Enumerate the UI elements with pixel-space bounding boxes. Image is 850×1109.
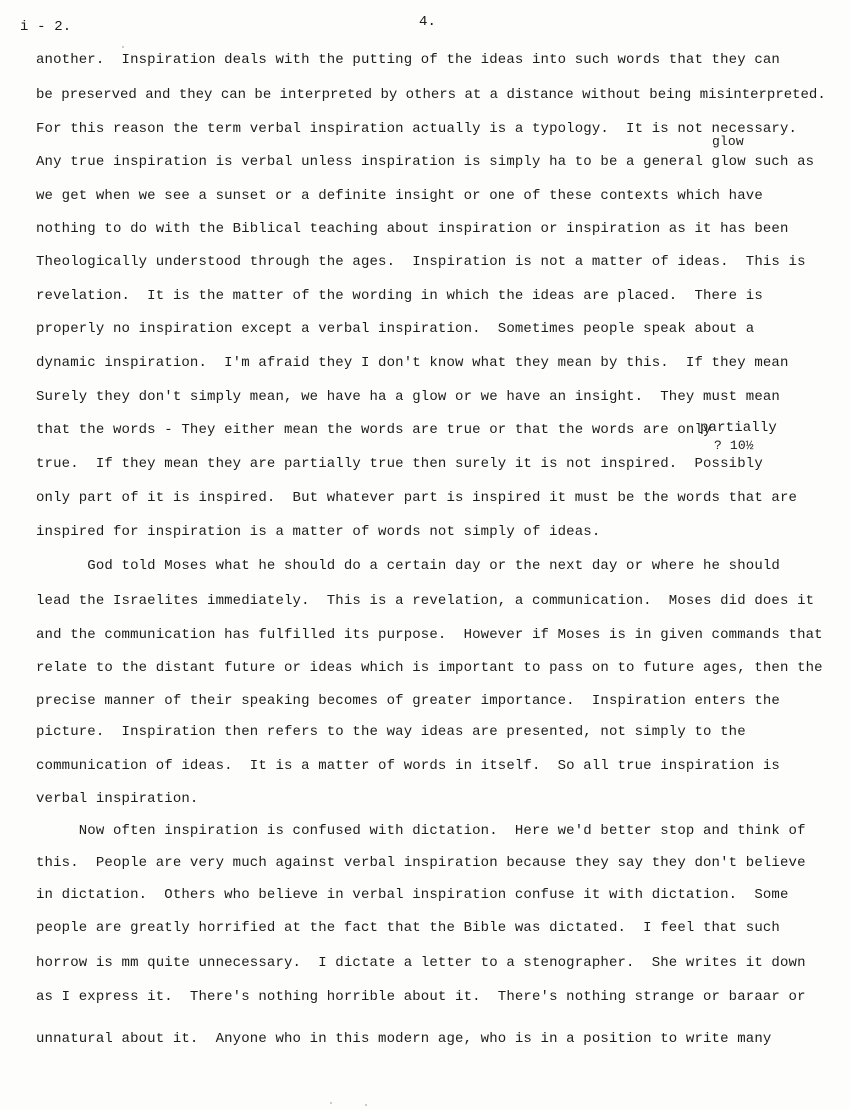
text-line: relate to the distant future or ideas which is important to pass on to future ages, then the	[36, 660, 823, 676]
text-line: revelation. It is the matter of the wording in which the ideas are placed. There is	[36, 288, 763, 304]
text-line: nothing to do with the Biblical teaching about inspiration or inspiration as it has been	[36, 221, 789, 237]
ink-speck	[122, 46, 124, 48]
handwritten-note-ten-half: ? 10½	[714, 438, 754, 453]
text-line: Now often inspiration is confused with dictation. Here we'd better stop and think of	[36, 823, 806, 839]
text-line: God told Moses what he should do a certain day or the next day or where he should	[36, 558, 780, 574]
text-line: only part of it is inspired. But whatever part is inspired it must be the words that are	[36, 490, 798, 506]
text-line: communication of ideas. It is a matter of words in itself. So all true inspiration is	[36, 758, 780, 774]
text-line: we get when we see a sunset or a definite insight or one of these contexts which have	[36, 188, 763, 204]
text-line: Any true inspiration is verbal unless inspiration is simply ha to be a general glow such as	[36, 154, 815, 170]
text-line: true. If they mean they are partially true then surely it is not inspired. Possibly	[36, 456, 763, 472]
section-label: i - 2.	[20, 19, 72, 35]
page-number: 4.	[419, 14, 437, 30]
handwritten-note-glow: glow	[712, 134, 744, 149]
text-line: Surely they don't simply mean, we have ha a glow or we have an insight. They must mean	[36, 389, 780, 405]
text-line: inspired for inspiration is a matter of words not simply of ideas.	[36, 524, 601, 540]
text-line: people are greatly horrified at the fact that the Bible was dictated. I feel that such	[36, 920, 780, 936]
text-line: Theologically understood through the ages. Inspiration is not a matter of ideas. This is	[36, 254, 806, 270]
text-line: lead the Israelites immediately. This is a revelation, a communication. Moses did does it	[36, 593, 815, 609]
text-line: horrow is mm quite unnecessary. I dictate a letter to a stenographer. She writes it down	[36, 955, 806, 971]
text-line: picture. Inspiration then refers to the way ideas are presented, not simply to the	[36, 724, 746, 740]
text-line: be preserved and they can be interpreted by others at a distance without being misinterpreted.	[36, 87, 826, 103]
text-line: unnatural about it. Anyone who in this modern age, who is in a position to write many	[36, 1031, 772, 1047]
text-line: another. Inspiration deals with the putting of the ideas into such words that they can	[36, 52, 780, 68]
ink-speck	[365, 1104, 367, 1106]
ink-speck	[330, 1102, 332, 1104]
text-line: and the communication has fulfilled its purpose. However if Moses is in given commands that	[36, 627, 823, 643]
text-line: precise manner of their speaking becomes of greater importance. Inspiration enters the	[36, 693, 780, 709]
text-line: dynamic inspiration. I'm afraid they I don't know what they mean by this. If they mean	[36, 355, 789, 371]
text-line: For this reason the term verbal inspiration actually is a typology. It is not necessary.	[36, 121, 798, 137]
text-line: that the words - They either mean the words are true or that the words are only	[36, 422, 712, 438]
typed-note-partially: partially	[700, 420, 777, 436]
text-line: this. People are very much against verbal inspiration because they say they don't believe	[36, 855, 806, 871]
text-line: in dictation. Others who believe in verbal inspiration confuse it with dictation. Some	[36, 887, 789, 903]
text-line: as I express it. There's nothing horrible about it. There's nothing strange or baraar or	[36, 989, 806, 1005]
text-line: verbal inspiration.	[36, 791, 199, 807]
text-line: properly no inspiration except a verbal inspiration. Sometimes people speak about a	[36, 321, 755, 337]
